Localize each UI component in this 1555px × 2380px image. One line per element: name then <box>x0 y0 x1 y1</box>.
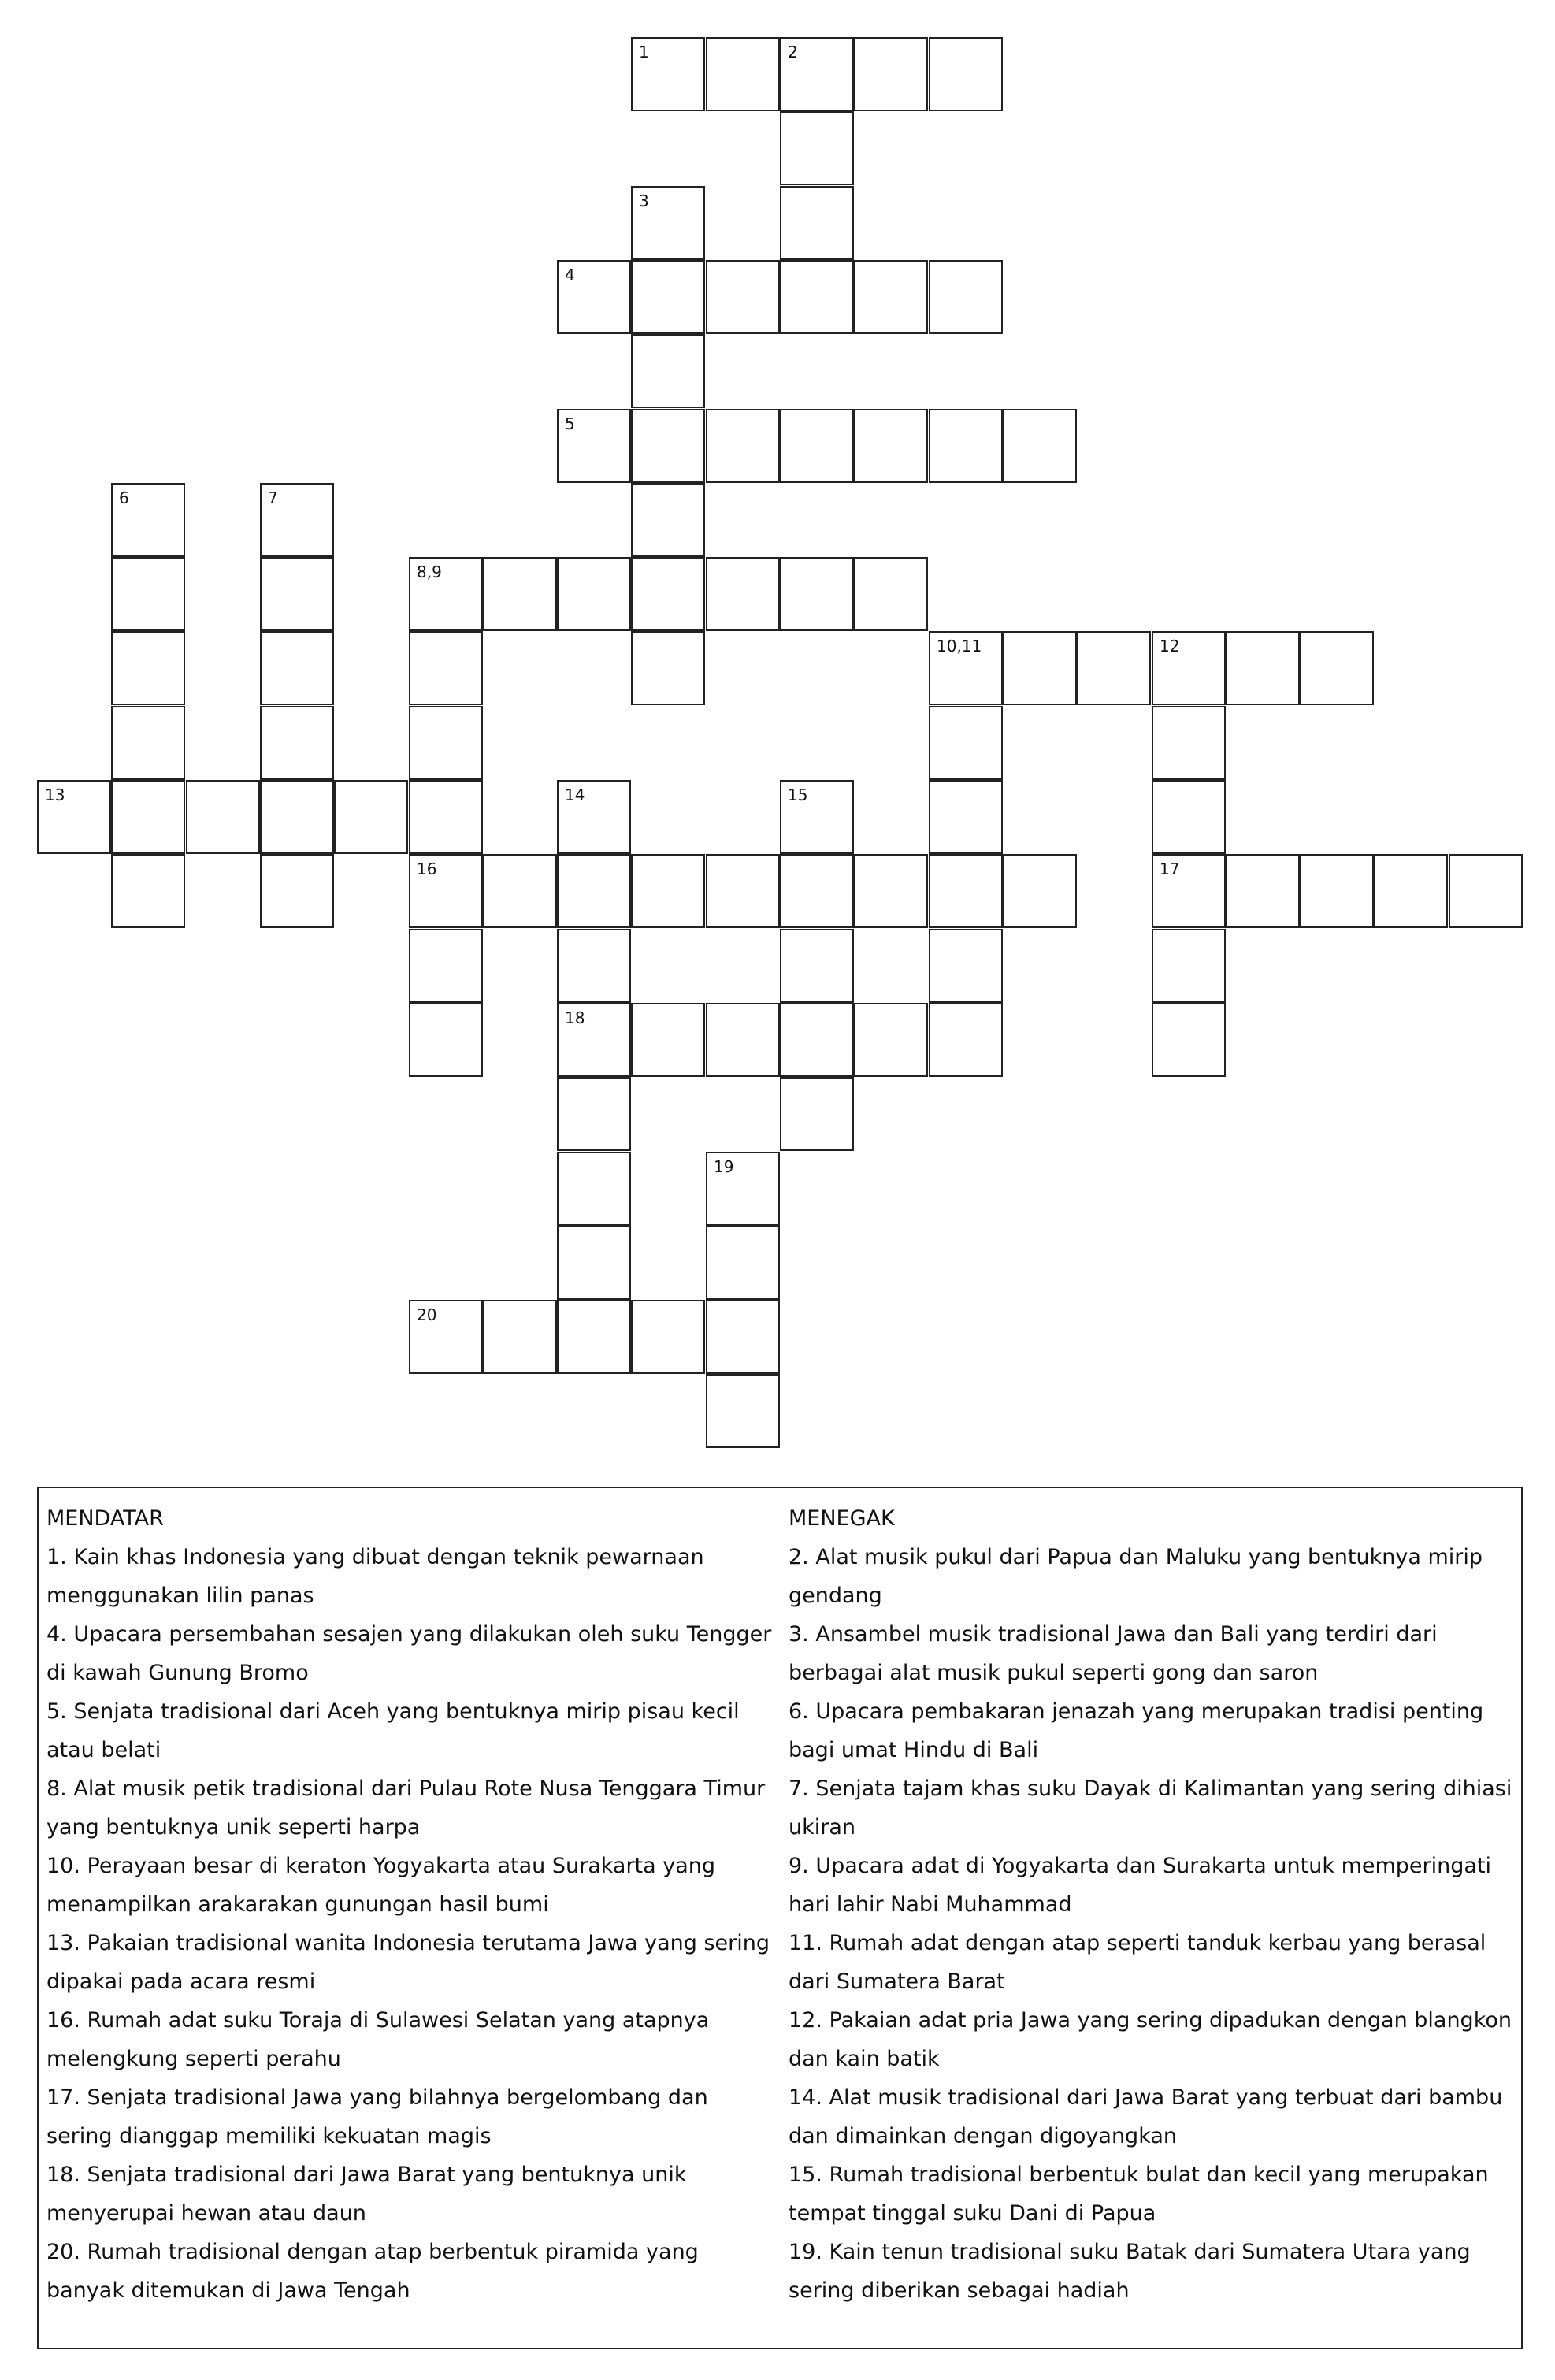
grid-cell[interactable] <box>631 854 705 928</box>
clue-number: 12 <box>1160 637 1180 655</box>
grid-cell[interactable] <box>706 1003 780 1077</box>
grid-cell[interactable] <box>706 1152 780 1226</box>
grid-cell[interactable] <box>1152 929 1226 1003</box>
clue-number: 14 <box>565 785 585 804</box>
grid-cell[interactable] <box>780 409 854 483</box>
grid-cell[interactable] <box>929 929 1003 1003</box>
grid-cell[interactable] <box>409 1003 483 1077</box>
grid-cell[interactable] <box>706 1226 780 1300</box>
grid-cell[interactable] <box>557 780 631 854</box>
across-clue-13: 13. Pakaian tradisional wanita Indonesia terutama Jawa yang sering dipakai pada acara resmi <box>46 1931 770 1994</box>
clue-number: 7 <box>268 488 278 507</box>
grid-cell[interactable] <box>631 37 705 111</box>
grid-cell[interactable] <box>854 854 928 928</box>
grid-cell[interactable] <box>111 557 185 631</box>
grid-cell[interactable] <box>260 631 334 705</box>
grid-cell[interactable] <box>111 706 185 780</box>
grid-cell[interactable] <box>929 409 1003 483</box>
across-clue-17: 17. Senjata tradisional Jawa yang bilahnya bergelombang dan sering dianggap memiliki kekuatan magis <box>46 2085 708 2148</box>
down-clue-19: 19. Kain tenun tradisional suku Batak dari Sumatera Utara yang sering diberikan sebagai hadiah <box>789 2240 1471 2303</box>
grid-cell[interactable] <box>1003 409 1077 483</box>
grid-cell[interactable] <box>557 929 631 1003</box>
clue-number: 6 <box>119 488 129 507</box>
down-clues-column <box>789 1499 1517 2310</box>
grid-cell[interactable] <box>1152 780 1226 854</box>
grid-cell[interactable] <box>1152 1003 1226 1077</box>
grid-cell[interactable] <box>780 854 854 928</box>
grid-cell[interactable] <box>557 1300 631 1374</box>
clue-number: 3 <box>639 191 649 210</box>
across-clues-column <box>46 1499 779 2310</box>
grid-cell[interactable] <box>929 1003 1003 1077</box>
grid-cell[interactable] <box>1449 854 1523 928</box>
grid-cell[interactable] <box>706 409 780 483</box>
clue-number: 8,9 <box>417 563 442 581</box>
clue-number: 19 <box>714 1157 734 1176</box>
across-clue-18: 18. Senjata tradisional dari Jawa Barat yang bentuknya unik menyerupai hewan atau daun <box>46 2163 687 2226</box>
grid-cell[interactable] <box>780 557 854 631</box>
grid-cell[interactable] <box>854 260 928 334</box>
down-clue-11: 11. Rumah adat dengan atap seperti tanduk kerbau yang berasal dari Sumatera Barat <box>789 1931 1486 1994</box>
down-clue-9: 9. Upacara adat di Yogyakarta dan Surakarta untuk memperingati hari lahir Nabi Muhammad <box>789 1854 1492 1917</box>
down-clue-2: 2. Alat musik pukul dari Papua dan Maluku yang bentuknya mirip gendang <box>789 1545 1483 1608</box>
grid-cell[interactable] <box>557 1226 631 1300</box>
across-clue-8: 8. Alat musik petik tradisional dari Pulau Rote Nusa Tenggara Timur yang bentuknya unik seperti harpa <box>46 1777 766 1840</box>
grid-cell[interactable] <box>409 557 483 631</box>
grid-cell[interactable] <box>706 37 780 111</box>
grid-cell[interactable] <box>334 780 408 854</box>
grid-cell[interactable] <box>854 1003 928 1077</box>
grid-cell[interactable] <box>706 1300 780 1374</box>
clue-number: 2 <box>788 43 798 61</box>
down-clue-7: 7. Senjata tajam khas suku Dayak di Kalimantan yang sering dihiasi ukiran <box>789 1777 1512 1840</box>
grid-cell[interactable] <box>780 929 854 1003</box>
grid-cell[interactable] <box>631 260 705 334</box>
grid-cell[interactable] <box>260 854 334 928</box>
grid-cell[interactable] <box>186 780 260 854</box>
grid-cell[interactable] <box>631 1003 705 1077</box>
grid-cell[interactable] <box>631 483 705 557</box>
grid-cell[interactable] <box>483 557 557 631</box>
grid-cell[interactable] <box>1226 631 1300 705</box>
grid-cell[interactable] <box>483 1300 557 1374</box>
clue-number: 16 <box>417 860 437 878</box>
grid-cell[interactable] <box>557 1152 631 1226</box>
grid-cell[interactable] <box>557 1077 631 1151</box>
clue-number: 17 <box>1160 860 1180 878</box>
clue-number: 5 <box>565 414 575 433</box>
grid-cell[interactable] <box>409 1300 483 1374</box>
across-clue-1: 1. Kain khas Indonesia yang dibuat dengan teknik pewarnaan menggunakan lilin panas <box>46 1545 704 1608</box>
down-heading: MENEGAK <box>789 1506 895 1531</box>
down-clue-6: 6. Upacara pembakaran jenazah yang merupakan tradisi penting bagi umat Hindu di Bali <box>789 1699 1484 1762</box>
grid-cell[interactable] <box>557 409 631 483</box>
grid-cell[interactable] <box>111 780 185 854</box>
grid-cell[interactable] <box>706 854 780 928</box>
grid-cell[interactable] <box>483 854 557 928</box>
grid-cell[interactable] <box>631 1300 705 1374</box>
grid-cell[interactable] <box>780 1003 854 1077</box>
grid-cell[interactable] <box>706 260 780 334</box>
grid-cell[interactable] <box>260 706 334 780</box>
grid-cell[interactable] <box>854 557 928 631</box>
grid-cell[interactable] <box>854 409 928 483</box>
across-clue-4: 4. Upacara persembahan sesajen yang dilakukan oleh suku Tengger di kawah Gunung Bromo <box>46 1622 772 1685</box>
grid-cell[interactable] <box>1003 631 1077 705</box>
grid-cell[interactable] <box>929 780 1003 854</box>
across-clue-10: 10. Perayaan besar di keraton Yogyakarta atau Surakarta yang menampilkan arakarakan gunungan hasil bumi <box>46 1854 716 1917</box>
grid-cell[interactable] <box>409 706 483 780</box>
clue-number: 18 <box>565 1008 585 1027</box>
grid-cell[interactable] <box>111 631 185 705</box>
grid-cell[interactable] <box>631 557 705 631</box>
across-clue-16: 16. Rumah adat suku Toraja di Sulawesi Selatan yang atapnya melengkung seperti perahu <box>46 2008 710 2071</box>
clue-number: 13 <box>45 785 65 804</box>
grid-cell[interactable] <box>1152 854 1226 928</box>
across-heading: MENDATAR <box>46 1506 164 1531</box>
grid-cell[interactable] <box>706 1374 780 1448</box>
grid-cell[interactable] <box>706 557 780 631</box>
grid-cell[interactable] <box>780 260 854 334</box>
grid-cell[interactable] <box>1152 631 1226 705</box>
clue-number: 10,11 <box>937 637 982 655</box>
grid-cell[interactable] <box>260 483 334 557</box>
down-clue-12: 12. Pakaian adat pria Jawa yang sering dipadukan dengan blangkon dan kain batik <box>789 2008 1512 2071</box>
grid-cell[interactable] <box>631 631 705 705</box>
grid-cell[interactable] <box>780 780 854 854</box>
down-clue-14: 14. Alat musik tradisional dari Jawa Barat yang terbuat dari bambu dan dimainkan dengan digoyangkan <box>789 2085 1503 2148</box>
grid-cell[interactable] <box>929 854 1003 928</box>
down-clue-15: 15. Rumah tradisional berbentuk bulat dan kecil yang merupakan tempat tinggal suku Dani di Papua <box>789 2163 1489 2226</box>
grid-cell[interactable] <box>409 780 483 854</box>
clue-number: 15 <box>788 785 808 804</box>
grid-cell[interactable] <box>557 260 631 334</box>
grid-cell[interactable] <box>854 37 928 111</box>
grid-cell[interactable] <box>780 37 854 111</box>
grid-cell[interactable] <box>1226 854 1300 928</box>
grid-cell[interactable] <box>780 1077 854 1151</box>
grid-cell[interactable] <box>780 186 854 260</box>
grid-cell[interactable] <box>37 780 111 854</box>
grid-cell[interactable] <box>631 334 705 408</box>
grid-cell[interactable] <box>557 1003 631 1077</box>
grid-cell[interactable] <box>260 780 334 854</box>
clue-number: 1 <box>639 43 649 61</box>
grid-cell[interactable] <box>780 111 854 185</box>
grid-cell[interactable] <box>260 557 334 631</box>
grid-cell[interactable] <box>1374 854 1448 928</box>
across-clue-5: 5. Senjata tradisional dari Aceh yang bentuknya mirip pisau kecil atau belati <box>46 1699 740 1762</box>
clue-number: 4 <box>565 265 575 284</box>
grid-cell[interactable] <box>111 483 185 557</box>
across-clue-20: 20. Rumah tradisional dengan atap berbentuk piramida yang banyak ditemukan di Jawa Tengah <box>46 2240 699 2303</box>
grid-cell[interactable] <box>557 557 631 631</box>
grid-cell[interactable] <box>409 929 483 1003</box>
grid-cell[interactable] <box>1152 706 1226 780</box>
down-clue-3: 3. Ansambel musik tradisional Jawa dan Bali yang terdiri dari berbagai alat musik pukul seperti gong dan saron <box>789 1622 1438 1685</box>
grid-cell[interactable] <box>1300 631 1374 705</box>
clues-box <box>37 1487 1523 2349</box>
clue-number: 20 <box>417 1305 437 1324</box>
grid-cell[interactable] <box>1300 854 1374 928</box>
grid-cell[interactable] <box>409 854 483 928</box>
grid-cell[interactable] <box>1077 631 1151 705</box>
grid-cell[interactable] <box>929 260 1003 334</box>
grid-cell[interactable] <box>929 631 1003 705</box>
grid-cell[interactable] <box>631 409 705 483</box>
grid-cell[interactable] <box>409 631 483 705</box>
grid-cell[interactable] <box>111 854 185 928</box>
grid-cell[interactable] <box>557 854 631 928</box>
grid-cell[interactable] <box>1003 854 1077 928</box>
grid-cell[interactable] <box>929 706 1003 780</box>
grid-cell[interactable] <box>631 186 705 260</box>
grid-cell[interactable] <box>929 37 1003 111</box>
